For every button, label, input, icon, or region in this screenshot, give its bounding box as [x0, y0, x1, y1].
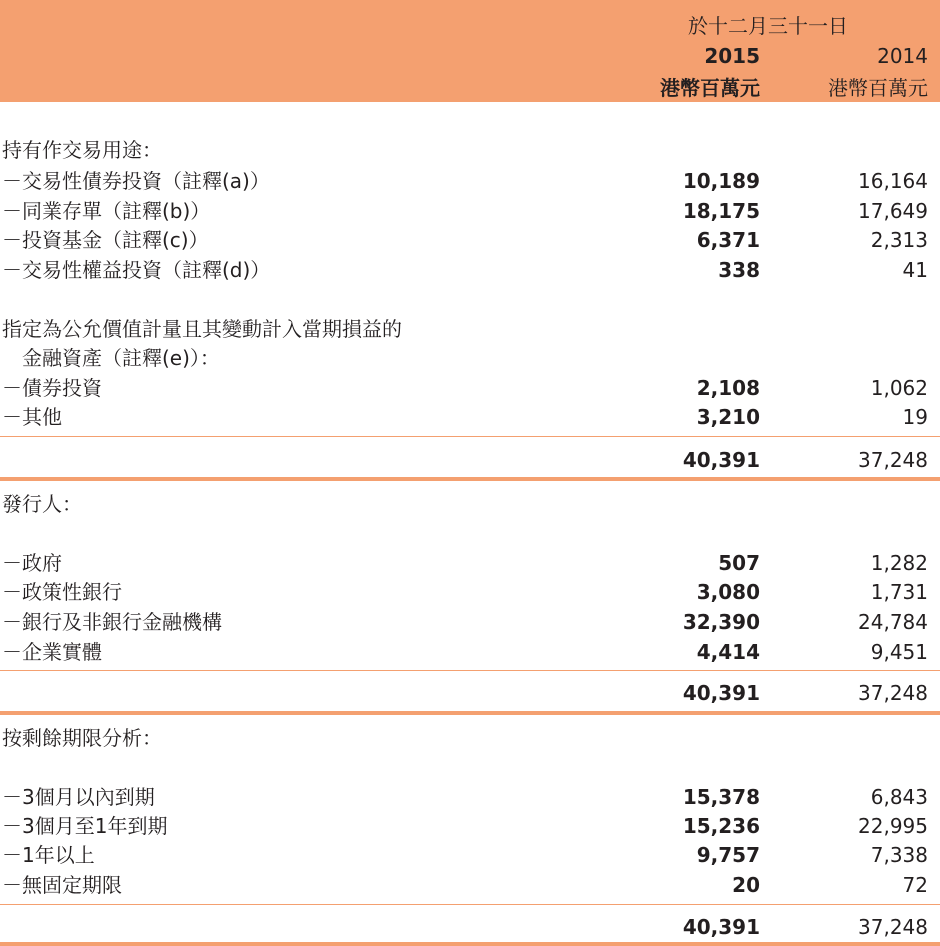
table-row [0, 840, 940, 870]
value-2015: 20 [732, 873, 760, 897]
total-2014: 37,248 [858, 448, 928, 472]
table-row [0, 607, 940, 637]
section-heading [0, 314, 940, 344]
subtotal-rule [0, 436, 940, 437]
value-2015: 338 [718, 258, 760, 282]
row-label: 金融資產（註釋(e)）： [22, 346, 220, 370]
row-label: －無固定期限 [2, 873, 122, 897]
value-2015: 2,108 [696, 376, 760, 400]
subtotal-rule [0, 670, 940, 671]
total-rule [0, 942, 940, 946]
section-heading [0, 135, 940, 165]
row-label: －企業實體 [2, 640, 102, 664]
value-2015: 4,414 [696, 640, 760, 664]
value-2015: 9,757 [696, 843, 760, 867]
value-2014: 19 [902, 405, 928, 429]
total-row [0, 445, 940, 475]
table-row [0, 782, 940, 812]
row-label: －交易性債券投資（註釋(a)） [2, 169, 270, 193]
value-2015: 3,210 [696, 405, 760, 429]
value-2015: 18,175 [682, 199, 760, 223]
row-label: －3個月以內到期 [2, 785, 155, 809]
year-2014-heading: 2014 [877, 44, 928, 68]
table-row [0, 373, 940, 403]
unit-2014-heading: 港幣百萬元 [828, 76, 928, 100]
total-row [0, 678, 940, 708]
value-2014: 72 [902, 873, 928, 897]
year-2015-heading: 2015 [704, 44, 760, 68]
value-2014: 41 [902, 258, 928, 282]
total-2014: 37,248 [858, 681, 928, 705]
table-row [0, 166, 940, 196]
row-label: 指定為公允價值計量且其變動計入當期損益的 [2, 317, 402, 341]
total-2014: 37,248 [858, 915, 928, 939]
table-row [0, 548, 940, 578]
total-2015: 40,391 [682, 681, 760, 705]
section-heading [0, 343, 940, 373]
row-label: －其他 [2, 405, 62, 429]
table-row [0, 196, 940, 226]
row-label: －政府 [2, 551, 62, 575]
value-2014: 17,649 [858, 199, 928, 223]
value-2015: 15,236 [682, 814, 760, 838]
value-2014: 1,731 [870, 580, 928, 604]
value-2014: 22,995 [858, 814, 928, 838]
table-row [0, 637, 940, 667]
value-2015: 32,390 [682, 610, 760, 634]
value-2015: 15,378 [682, 785, 760, 809]
table-row [0, 811, 940, 841]
total-2015: 40,391 [682, 448, 760, 472]
total-row [0, 912, 940, 942]
table-row [0, 870, 940, 900]
row-label: －銀行及非銀行金融機構 [2, 610, 222, 634]
total-rule [0, 711, 940, 715]
table-header [0, 0, 940, 102]
section-heading [0, 723, 940, 753]
section-heading [0, 489, 940, 519]
total-rule [0, 477, 940, 481]
row-label: 發行人： [2, 492, 82, 516]
table-row [0, 255, 940, 285]
row-label: －債券投資 [2, 376, 102, 400]
row-label: －交易性權益投資（註釋(d)） [2, 258, 271, 282]
value-2014: 24,784 [858, 610, 928, 634]
total-2015: 40,391 [682, 915, 760, 939]
value-2015: 3,080 [696, 580, 760, 604]
value-2015: 507 [718, 551, 760, 575]
row-label: －投資基金（註釋(c)） [2, 228, 209, 252]
row-label: 持有作交易用途： [2, 138, 162, 162]
value-2014: 2,313 [870, 228, 928, 252]
value-2014: 16,164 [858, 169, 928, 193]
row-label: 按剩餘期限分析： [2, 726, 162, 750]
value-2014: 7,338 [870, 843, 928, 867]
value-2014: 6,843 [870, 785, 928, 809]
row-label: －政策性銀行 [2, 580, 122, 604]
row-label: －1年以上 [2, 843, 95, 867]
subtotal-rule [0, 904, 940, 905]
value-2015: 6,371 [696, 228, 760, 252]
table-row [0, 577, 940, 607]
unit-2015-heading: 港幣百萬元 [660, 76, 760, 100]
table-row [0, 225, 940, 255]
value-2014: 1,282 [870, 551, 928, 575]
value-2014: 1,062 [870, 376, 928, 400]
row-label: －同業存單（註釋(b)） [2, 199, 211, 223]
value-2015: 10,189 [682, 169, 760, 193]
row-label: －3個月至1年到期 [2, 814, 168, 838]
value-2014: 9,451 [870, 640, 928, 664]
table-row [0, 402, 940, 432]
period-heading: 於十二月三十一日 [688, 14, 848, 38]
